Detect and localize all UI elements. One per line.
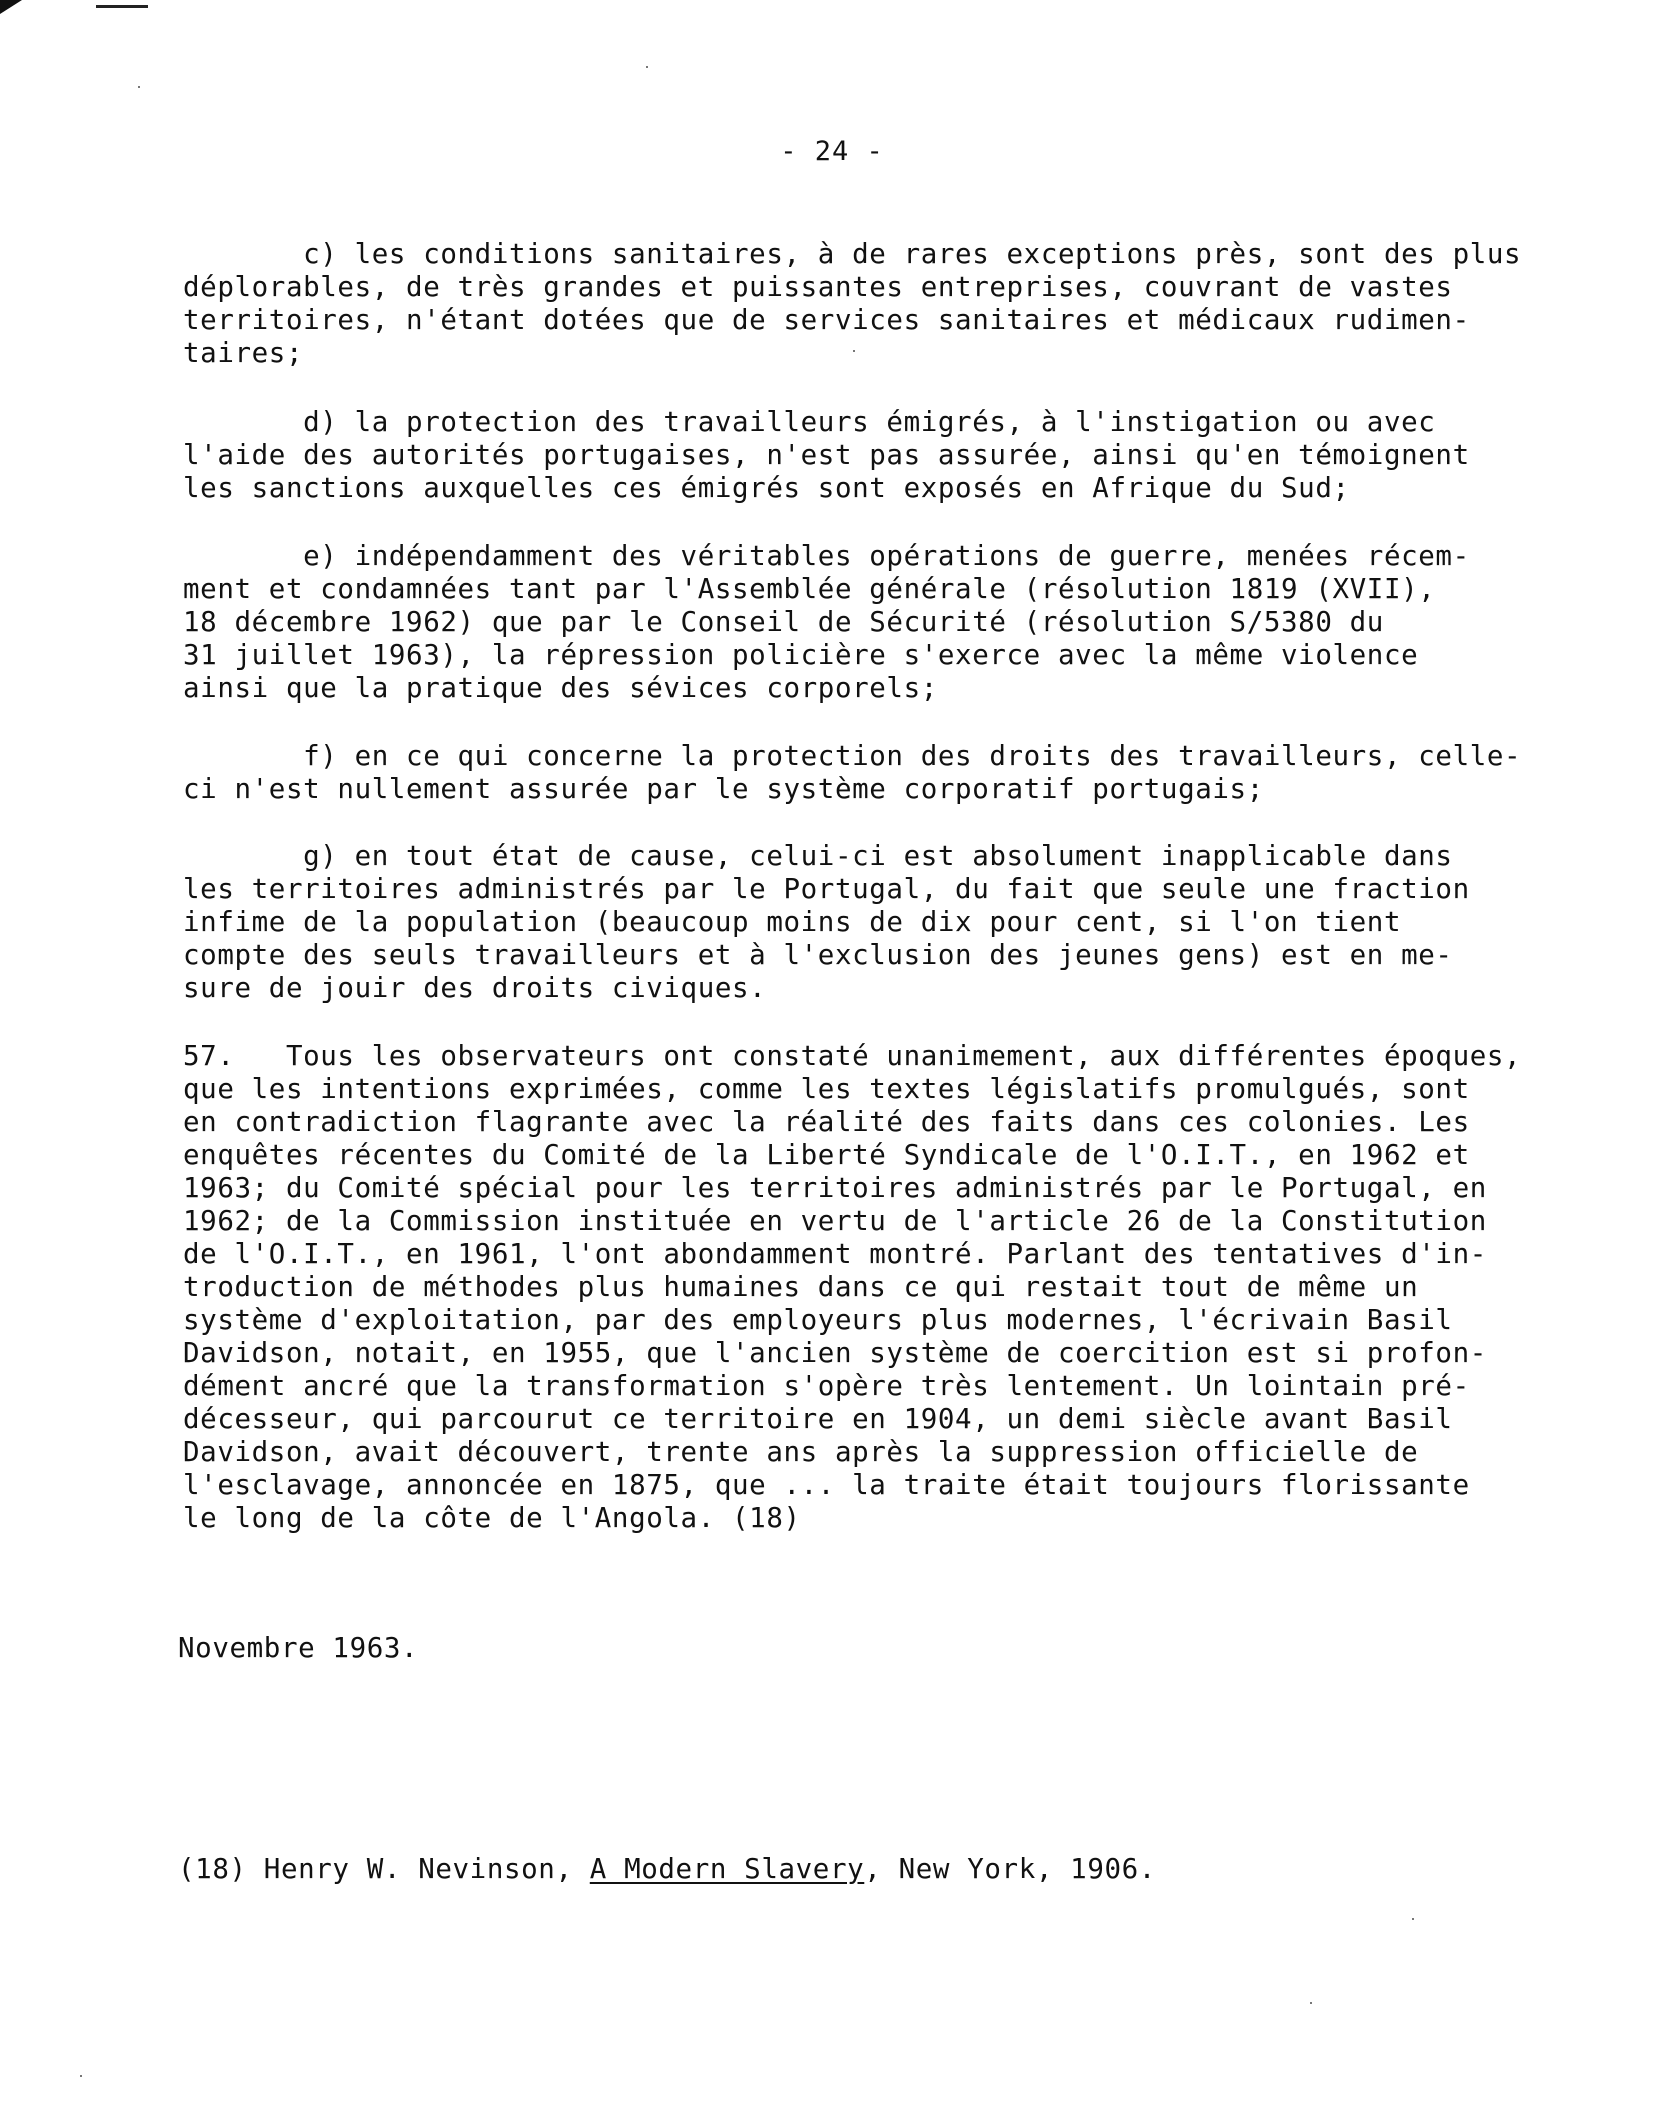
footnote-title: A Modern Slavery (589, 1853, 865, 1885)
footnote-suffix: , New York, 1906. (864, 1853, 1156, 1885)
date-line: Novembre 1963. (178, 1632, 419, 1664)
page-number: - 24 - (780, 136, 884, 167)
scan-corner-dash (96, 5, 148, 8)
footnote-prefix: (18) Henry W. Nevinson, (178, 1853, 590, 1885)
paragraph-57: 57. Tous les observateurs ont constaté unanimement, aux différentes époques, que les intentions exprimées, comme les textes législatifs promulgués, sont en contradiction flagrante avec la réalité des faits dans ces colonies. Les enquêtes récentes du Comité de la Liberté Syndicale de l'O.I.T., en 1962 et 1963; du Comité spécial pour les territoires administrés par le Portugal, en 1962; de la Commission instituée en vertu de l'article 26 de la Constitution de l'O.I.T., en 1961, l'ont abondamment montré. Parlant des tentatives d'in- troduction de méthodes plus humaines dans ce qui restait tout de même un système d'exploitation, par des employeurs plus modernes, l'écrivain Basil Davidson, notait, en 1955, que l'ancien système de coercition est si profon- dément ancré que la transformation s'opère très lentement. Un lointain pré- décesseur, qui parcourut ce territoire en 1904, un demi siècle avant Basil Davidson, avait découvert, trente ans après la suppression officielle de l'esclavage, annoncée en 1875, que ... la traite était toujours florissante le long de la côte de l'Angola. (18) (183, 1040, 1522, 1534)
paragraph-e: e) indépendamment des véritables opérations de guerre, menées récem- ment et condamnées tant par l'Assemblée générale (résolution 1819 (XVII), 18 décembre 1962) que par le Conseil de Sécurité (résolution S/5380 du 31 juillet 1963), la répression policière s'exerce avec la même violence ainsi que la pratique des sévices corporels; (183, 540, 1470, 704)
paragraph-d: d) la protection des travailleurs émigrés, à l'instigation ou avec l'aide des autorités portugaises, n'est pas assurée, ainsi qu'en témoignent les sanctions auxquelles ces émigrés sont exposés en Afrique du Sud; (183, 406, 1470, 504)
scan-speck (853, 350, 855, 352)
paragraph-g: g) en tout état de cause, celui-ci est absolument inapplicable dans les territoires administrés par le Portugal, du fait que seule une fraction infime de la population (beaucoup moins de dix pour cent, si l'on tient compte des seuls travailleurs et à l'exclusion des jeunes gens) est en me- sure de jouir des droits civiques. (183, 840, 1470, 1004)
scan-corner-mark (0, 0, 22, 14)
paragraph-f: f) en ce qui concerne la protection des droits des travailleurs, celle- ci n'est nullement assurée par le système corporatif portugais; (183, 740, 1522, 805)
scan-speck (1310, 2002, 1312, 2004)
scan-speck (80, 2075, 82, 2077)
scan-speck (1412, 1918, 1414, 1920)
footnote-18 (178, 1853, 1156, 1886)
scan-speck (646, 66, 648, 68)
scan-speck (138, 86, 140, 88)
paragraph-c: c) les conditions sanitaires, à de rares exceptions près, sont des plus déplorables, de très grandes et puissantes entreprises, couvrant de vastes territoires, n'étant dotées que de services sanitaires et médicaux rudimen- taires; (183, 238, 1522, 369)
